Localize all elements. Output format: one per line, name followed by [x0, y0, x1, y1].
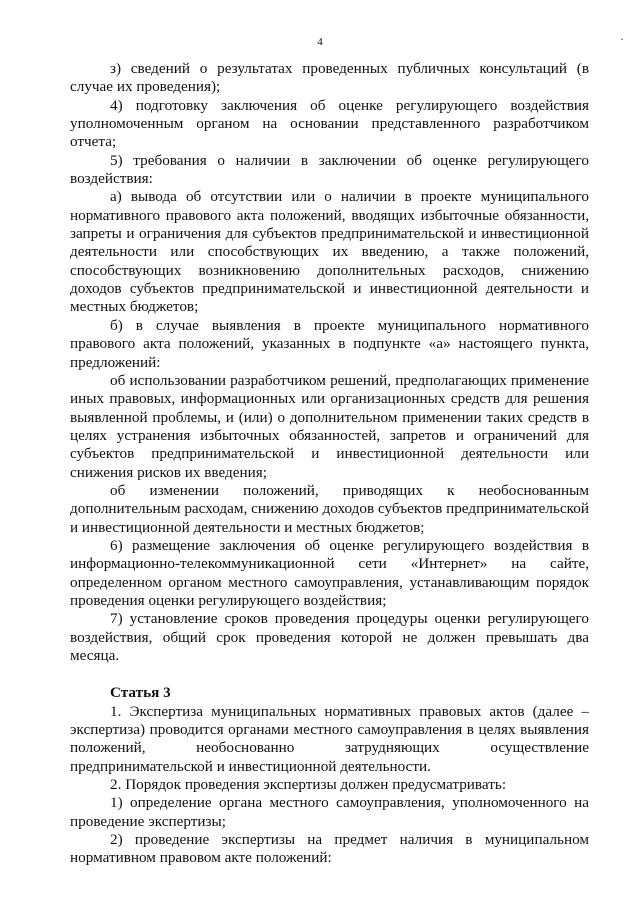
paragraph-5b-2: об изменении положений, приводящих к необоснованным дополнительным расходам, снижению доходов субъектов предпринимательской и инвестиционной деятельности и местных бюджетов; — [70, 481, 589, 536]
paragraph-4: 4) подготовку заключения об оценке регулирующего воздействия уполномоченным органом на основании представленного разработчиком отчета; — [70, 96, 589, 151]
paragraph-7: 7) установление сроков проведения процедуры оценки регулирующего воздействия, общий срок проведения которой не должен превышать два месяца. — [70, 610, 589, 664]
page-number: 4 — [317, 36, 323, 48]
paragraph-3z: з) сведений о результатах проведенных публичных консультаций (в случае их проведения); — [70, 60, 589, 96]
section-paragraph-2: 2. Порядок проведения экспертизы должен предусматривать: — [110, 776, 507, 794]
paragraph-6: 6) размещение заключения об оценке регулирующего воздействия в информационно-телекоммуникационной сети «Интернет» на сайте, определенном органом местного самоуправления, устанавливающим порядок проведения оценки регулирующего воздействия; — [70, 536, 589, 609]
paragraph-5: 5) требования о наличии в заключении об оценке регулирующего воздействия: — [70, 151, 589, 188]
corner-mark: · — [620, 32, 624, 46]
paragraph-5b-1: об использовании разработчиком решений, предполагающих применение иных правовых, информационных или организационных средств для решения выявленной проблемы, и (или) о дополнительном применении таких средств в целях устранения избыточных обязанностей, запретов и ограничений для субъектов предпринимательской и инвестиционной деятельности или снижения рисков их введения; — [70, 371, 589, 481]
section-paragraph-2-2: 2) проведение экспертизы на предмет наличия в муниципальном нормативном правовом акте положений: — [70, 831, 589, 867]
section-heading: Статья 3 — [110, 684, 171, 702]
paragraph-5b: б) в случае выявления в проекте муниципального нормативного правового акта положений, указанных в подпункте «а» настоящего пункта, предложений: — [70, 316, 589, 371]
paragraph-5a: а) вывода об отсутствии или о наличии в проекте муниципального нормативного правового акта положений, вводящих избыточные обязанности, запреты и ограничения для субъектов предпринимательской и инвестиционной деятельности или способствующих их введению, а также положений, способствующих возникновению дополнительных расходов, снижению доходов субъектов предпринимательской и инвестиционной деятельности и местных бюджетов; — [70, 188, 589, 316]
section-paragraph-2-1: 1) определение органа местного самоуправления, уполномоченного на проведение экспертизы; — [70, 794, 589, 830]
document-body — [70, 60, 589, 868]
section-paragraph-1: 1. Экспертиза муниципальных нормативных правовых актов (далее – экспертиза) проводится органами местного самоуправления в целях выявления положений, необоснованно затрудняющих осуществление предпринимательской и инвестиционной деятельности. — [70, 702, 589, 775]
